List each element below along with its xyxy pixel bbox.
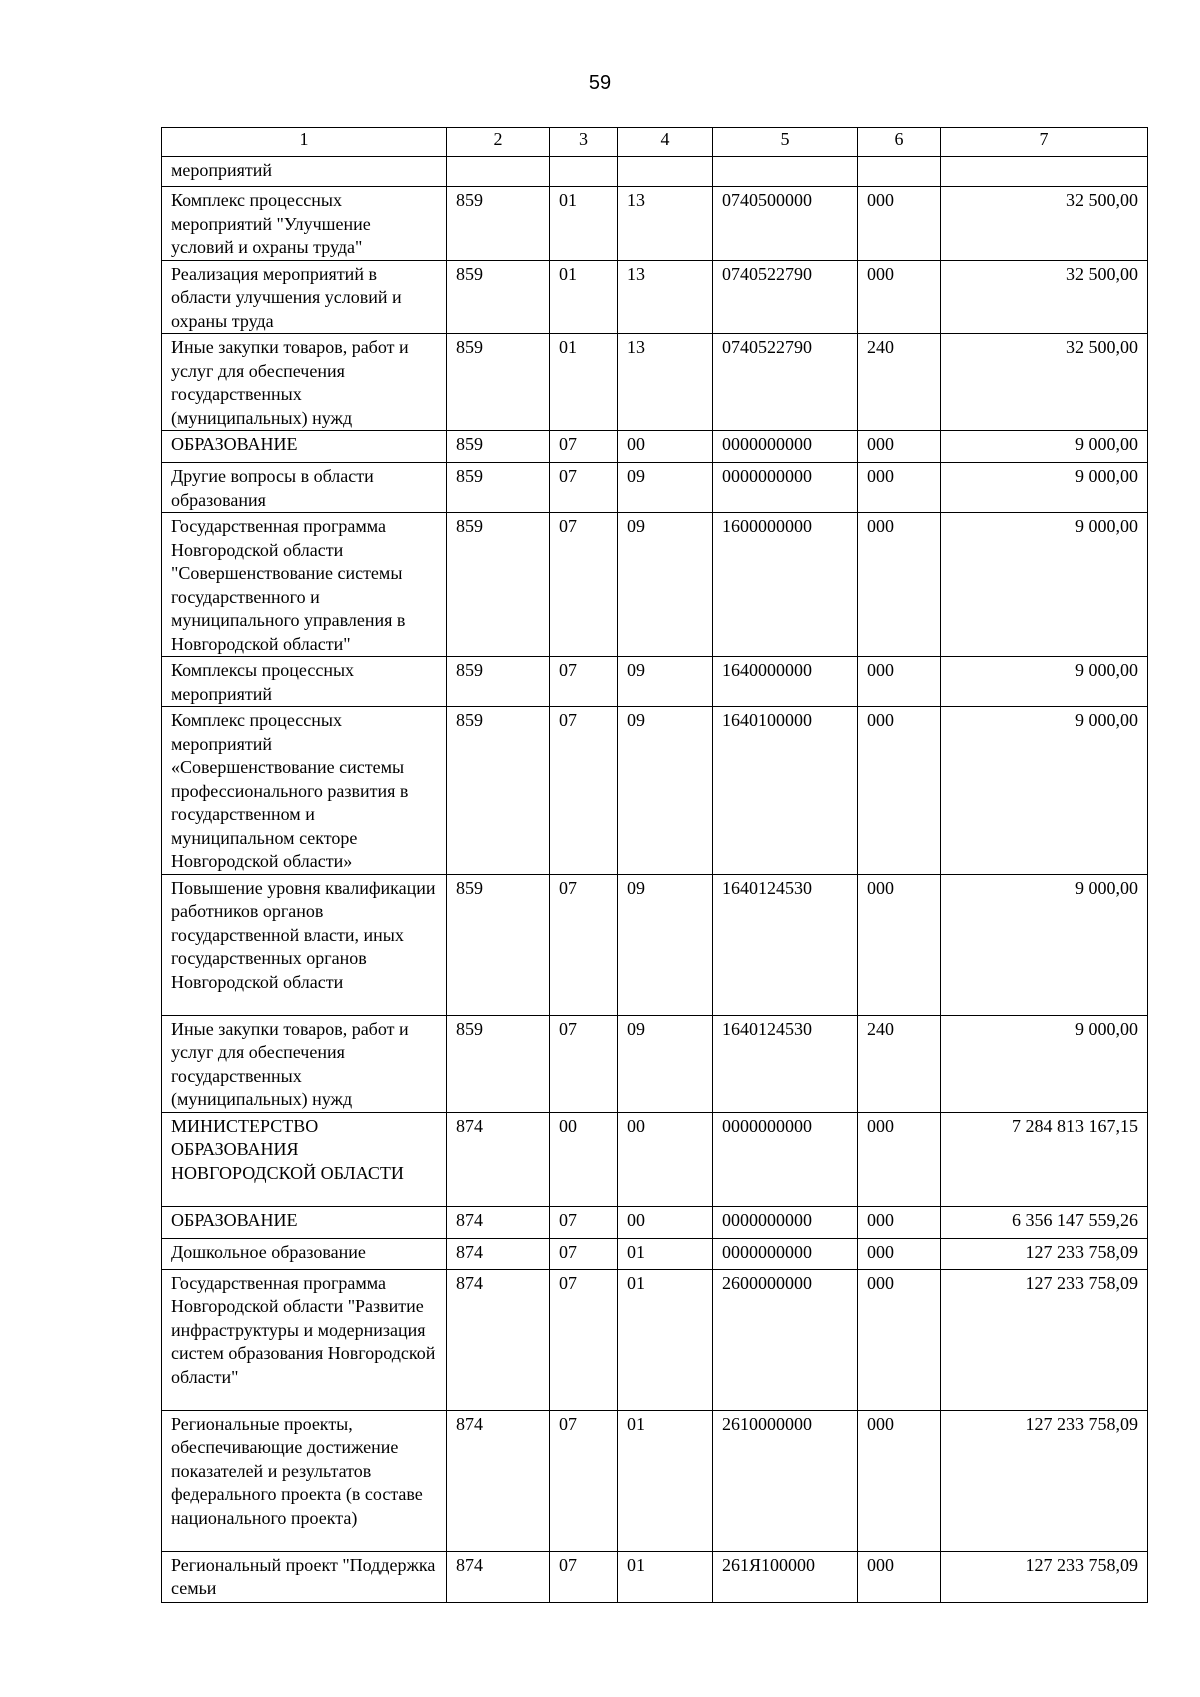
column-header: 6 xyxy=(858,128,941,157)
cell-c5: 0000000000 xyxy=(713,1238,858,1269)
cell-c2: 859 xyxy=(447,874,550,1015)
cell-c5: 1640000000 xyxy=(713,657,858,707)
cell-c4: 13 xyxy=(618,334,713,431)
cell-c3: 07 xyxy=(550,1015,618,1112)
cell-c6: 000 xyxy=(858,707,941,875)
table-row xyxy=(162,260,1148,334)
cell-name: МИНИСТЕРСТВО ОБРАЗОВАНИЯ НОВГОРОДСКОЙ ОБЛАСТИ xyxy=(162,1112,447,1206)
cell-amount: 127 233 758,09 xyxy=(941,1269,1148,1410)
cell-c6: 000 xyxy=(858,513,941,657)
cell-c4: 09 xyxy=(618,874,713,1015)
cell-name: ОБРАЗОВАНИЕ xyxy=(162,431,447,463)
cell-c5: 0740500000 xyxy=(713,187,858,261)
cell-amount: 6 356 147 559,26 xyxy=(941,1206,1148,1238)
cell-amount: 9 000,00 xyxy=(941,657,1148,707)
cell-c4: 00 xyxy=(618,1112,713,1206)
cell-c5: 1640100000 xyxy=(713,707,858,875)
cell-c5 xyxy=(713,157,858,187)
cell-c5: 0740522790 xyxy=(713,334,858,431)
cell-c2: 859 xyxy=(447,657,550,707)
column-header: 3 xyxy=(550,128,618,157)
cell-c5: 1640124530 xyxy=(713,874,858,1015)
cell-c5: 0740522790 xyxy=(713,260,858,334)
cell-c3: 07 xyxy=(550,1551,618,1602)
table-row xyxy=(162,431,1148,463)
cell-c4: 01 xyxy=(618,1551,713,1602)
cell-c3: 00 xyxy=(550,1112,618,1206)
cell-name: Комплекс процессных мероприятий «Совершенствование системы профессионального развития в государственном и муниципальном секторе Новгородской области» xyxy=(162,707,447,875)
cell-name: Государственная программа Новгородской области "Совершенствование системы государственного и муниципального управления в Новгородской области" xyxy=(162,513,447,657)
cell-amount: 127 233 758,09 xyxy=(941,1551,1148,1602)
cell-c2: 874 xyxy=(447,1410,550,1551)
cell-c3: 07 xyxy=(550,1410,618,1551)
table-row xyxy=(162,1410,1148,1551)
cell-amount: 9 000,00 xyxy=(941,707,1148,875)
cell-c2: 859 xyxy=(447,187,550,261)
cell-c2: 874 xyxy=(447,1269,550,1410)
cell-c6: 000 xyxy=(858,463,941,513)
table-row xyxy=(162,1551,1148,1602)
cell-c2: 859 xyxy=(447,431,550,463)
cell-c6: 000 xyxy=(858,431,941,463)
cell-c3: 07 xyxy=(550,1206,618,1238)
cell-c3: 01 xyxy=(550,334,618,431)
cell-c2: 859 xyxy=(447,463,550,513)
column-header: 2 xyxy=(447,128,550,157)
cell-c6: 000 xyxy=(858,1238,941,1269)
cell-c3: 07 xyxy=(550,707,618,875)
cell-amount: 32 500,00 xyxy=(941,334,1148,431)
cell-c2: 859 xyxy=(447,707,550,875)
cell-name: мероприятий xyxy=(162,157,447,187)
cell-name: Комплексы процессных мероприятий xyxy=(162,657,447,707)
column-header: 5 xyxy=(713,128,858,157)
cell-c5: 0000000000 xyxy=(713,463,858,513)
cell-name: Региональный проект "Поддержка семьи xyxy=(162,1551,447,1602)
cell-name: Иные закупки товаров, работ и услуг для обеспечения государственных (муниципальных) нужд xyxy=(162,334,447,431)
cell-c5: 2610000000 xyxy=(713,1410,858,1551)
table-row xyxy=(162,1206,1148,1238)
cell-amount: 9 000,00 xyxy=(941,1015,1148,1112)
cell-c3: 07 xyxy=(550,431,618,463)
table-row xyxy=(162,187,1148,261)
page-number: 59 xyxy=(588,72,612,94)
cell-c4: 01 xyxy=(618,1410,713,1551)
cell-amount: 7 284 813 167,15 xyxy=(941,1112,1148,1206)
cell-c3: 07 xyxy=(550,657,618,707)
cell-c2: 874 xyxy=(447,1206,550,1238)
table-row xyxy=(162,657,1148,707)
cell-c6: 000 xyxy=(858,1206,941,1238)
cell-c5: 1640124530 xyxy=(713,1015,858,1112)
cell-name: Региональные проекты, обеспечивающие достижение показателей и результатов федерального проекта (в составе национального проекта) xyxy=(162,1410,447,1551)
cell-c4: 09 xyxy=(618,1015,713,1112)
cell-amount: 32 500,00 xyxy=(941,187,1148,261)
cell-c3 xyxy=(550,157,618,187)
cell-c5: 0000000000 xyxy=(713,1206,858,1238)
cell-amount: 9 000,00 xyxy=(941,874,1148,1015)
cell-c6: 000 xyxy=(858,657,941,707)
budget-table xyxy=(161,127,1148,1603)
cell-c5: 261Я100000 xyxy=(713,1551,858,1602)
cell-c4 xyxy=(618,157,713,187)
column-header: 1 xyxy=(162,128,447,157)
cell-c5: 0000000000 xyxy=(713,1112,858,1206)
cell-c4: 09 xyxy=(618,707,713,875)
cell-c4: 00 xyxy=(618,431,713,463)
cell-c5: 2600000000 xyxy=(713,1269,858,1410)
cell-c6: 000 xyxy=(858,1269,941,1410)
table-row xyxy=(162,874,1148,1015)
cell-c6: 000 xyxy=(858,260,941,334)
table-row xyxy=(162,513,1148,657)
cell-amount: 9 000,00 xyxy=(941,463,1148,513)
cell-amount xyxy=(941,157,1148,187)
cell-c6 xyxy=(858,157,941,187)
table-row xyxy=(162,707,1148,875)
table-row xyxy=(162,1015,1148,1112)
table-row xyxy=(162,1269,1148,1410)
cell-c4: 09 xyxy=(618,463,713,513)
table-row xyxy=(162,463,1148,513)
cell-c2 xyxy=(447,157,550,187)
cell-c6: 000 xyxy=(858,1112,941,1206)
cell-c3: 07 xyxy=(550,1238,618,1269)
cell-name: Комплекс процессных мероприятий "Улучшение условий и охраны труда" xyxy=(162,187,447,261)
cell-amount: 127 233 758,09 xyxy=(941,1410,1148,1551)
cell-name: Государственная программа Новгородской области "Развитие инфраструктуры и модернизация систем образования Новгородской области" xyxy=(162,1269,447,1410)
cell-c3: 07 xyxy=(550,463,618,513)
cell-c6: 000 xyxy=(858,1551,941,1602)
column-header: 7 xyxy=(941,128,1148,157)
cell-c2: 859 xyxy=(447,260,550,334)
cell-c3: 07 xyxy=(550,513,618,657)
cell-c5: 0000000000 xyxy=(713,431,858,463)
cell-amount: 32 500,00 xyxy=(941,260,1148,334)
table-row xyxy=(162,334,1148,431)
cell-amount: 9 000,00 xyxy=(941,431,1148,463)
cell-c4: 00 xyxy=(618,1206,713,1238)
table-row xyxy=(162,1112,1148,1206)
cell-c3: 07 xyxy=(550,874,618,1015)
cell-c6: 000 xyxy=(858,874,941,1015)
cell-name: Другие вопросы в области образования xyxy=(162,463,447,513)
cell-c3: 01 xyxy=(550,187,618,261)
cell-name: Дошкольное образование xyxy=(162,1238,447,1269)
cell-c6: 240 xyxy=(858,1015,941,1112)
cell-name: Иные закупки товаров, работ и услуг для обеспечения государственных (муниципальных) нужд xyxy=(162,1015,447,1112)
cell-c6: 000 xyxy=(858,187,941,261)
cell-c2: 874 xyxy=(447,1238,550,1269)
cell-c6: 240 xyxy=(858,334,941,431)
cell-c2: 859 xyxy=(447,334,550,431)
table-header-row xyxy=(162,128,1148,157)
cell-name: Реализация мероприятий в области улучшения условий и охраны труда xyxy=(162,260,447,334)
cell-c4: 13 xyxy=(618,187,713,261)
table-row xyxy=(162,1238,1148,1269)
cell-c4: 09 xyxy=(618,657,713,707)
cell-c2: 874 xyxy=(447,1551,550,1602)
cell-name: ОБРАЗОВАНИЕ xyxy=(162,1206,447,1238)
cell-c3: 07 xyxy=(550,1269,618,1410)
cell-c5: 1600000000 xyxy=(713,513,858,657)
cell-c2: 874 xyxy=(447,1112,550,1206)
cell-amount: 9 000,00 xyxy=(941,513,1148,657)
cell-c6: 000 xyxy=(858,1410,941,1551)
cell-c4: 01 xyxy=(618,1269,713,1410)
cell-c2: 859 xyxy=(447,1015,550,1112)
cell-c4: 01 xyxy=(618,1238,713,1269)
cell-amount: 127 233 758,09 xyxy=(941,1238,1148,1269)
cell-c4: 09 xyxy=(618,513,713,657)
cell-name: Повышение уровня квалификации работников органов государственной власти, иных государственных органов Новгородской области xyxy=(162,874,447,1015)
cell-c2: 859 xyxy=(447,513,550,657)
cell-c3: 01 xyxy=(550,260,618,334)
table-row xyxy=(162,157,1148,187)
cell-c4: 13 xyxy=(618,260,713,334)
column-header: 4 xyxy=(618,128,713,157)
